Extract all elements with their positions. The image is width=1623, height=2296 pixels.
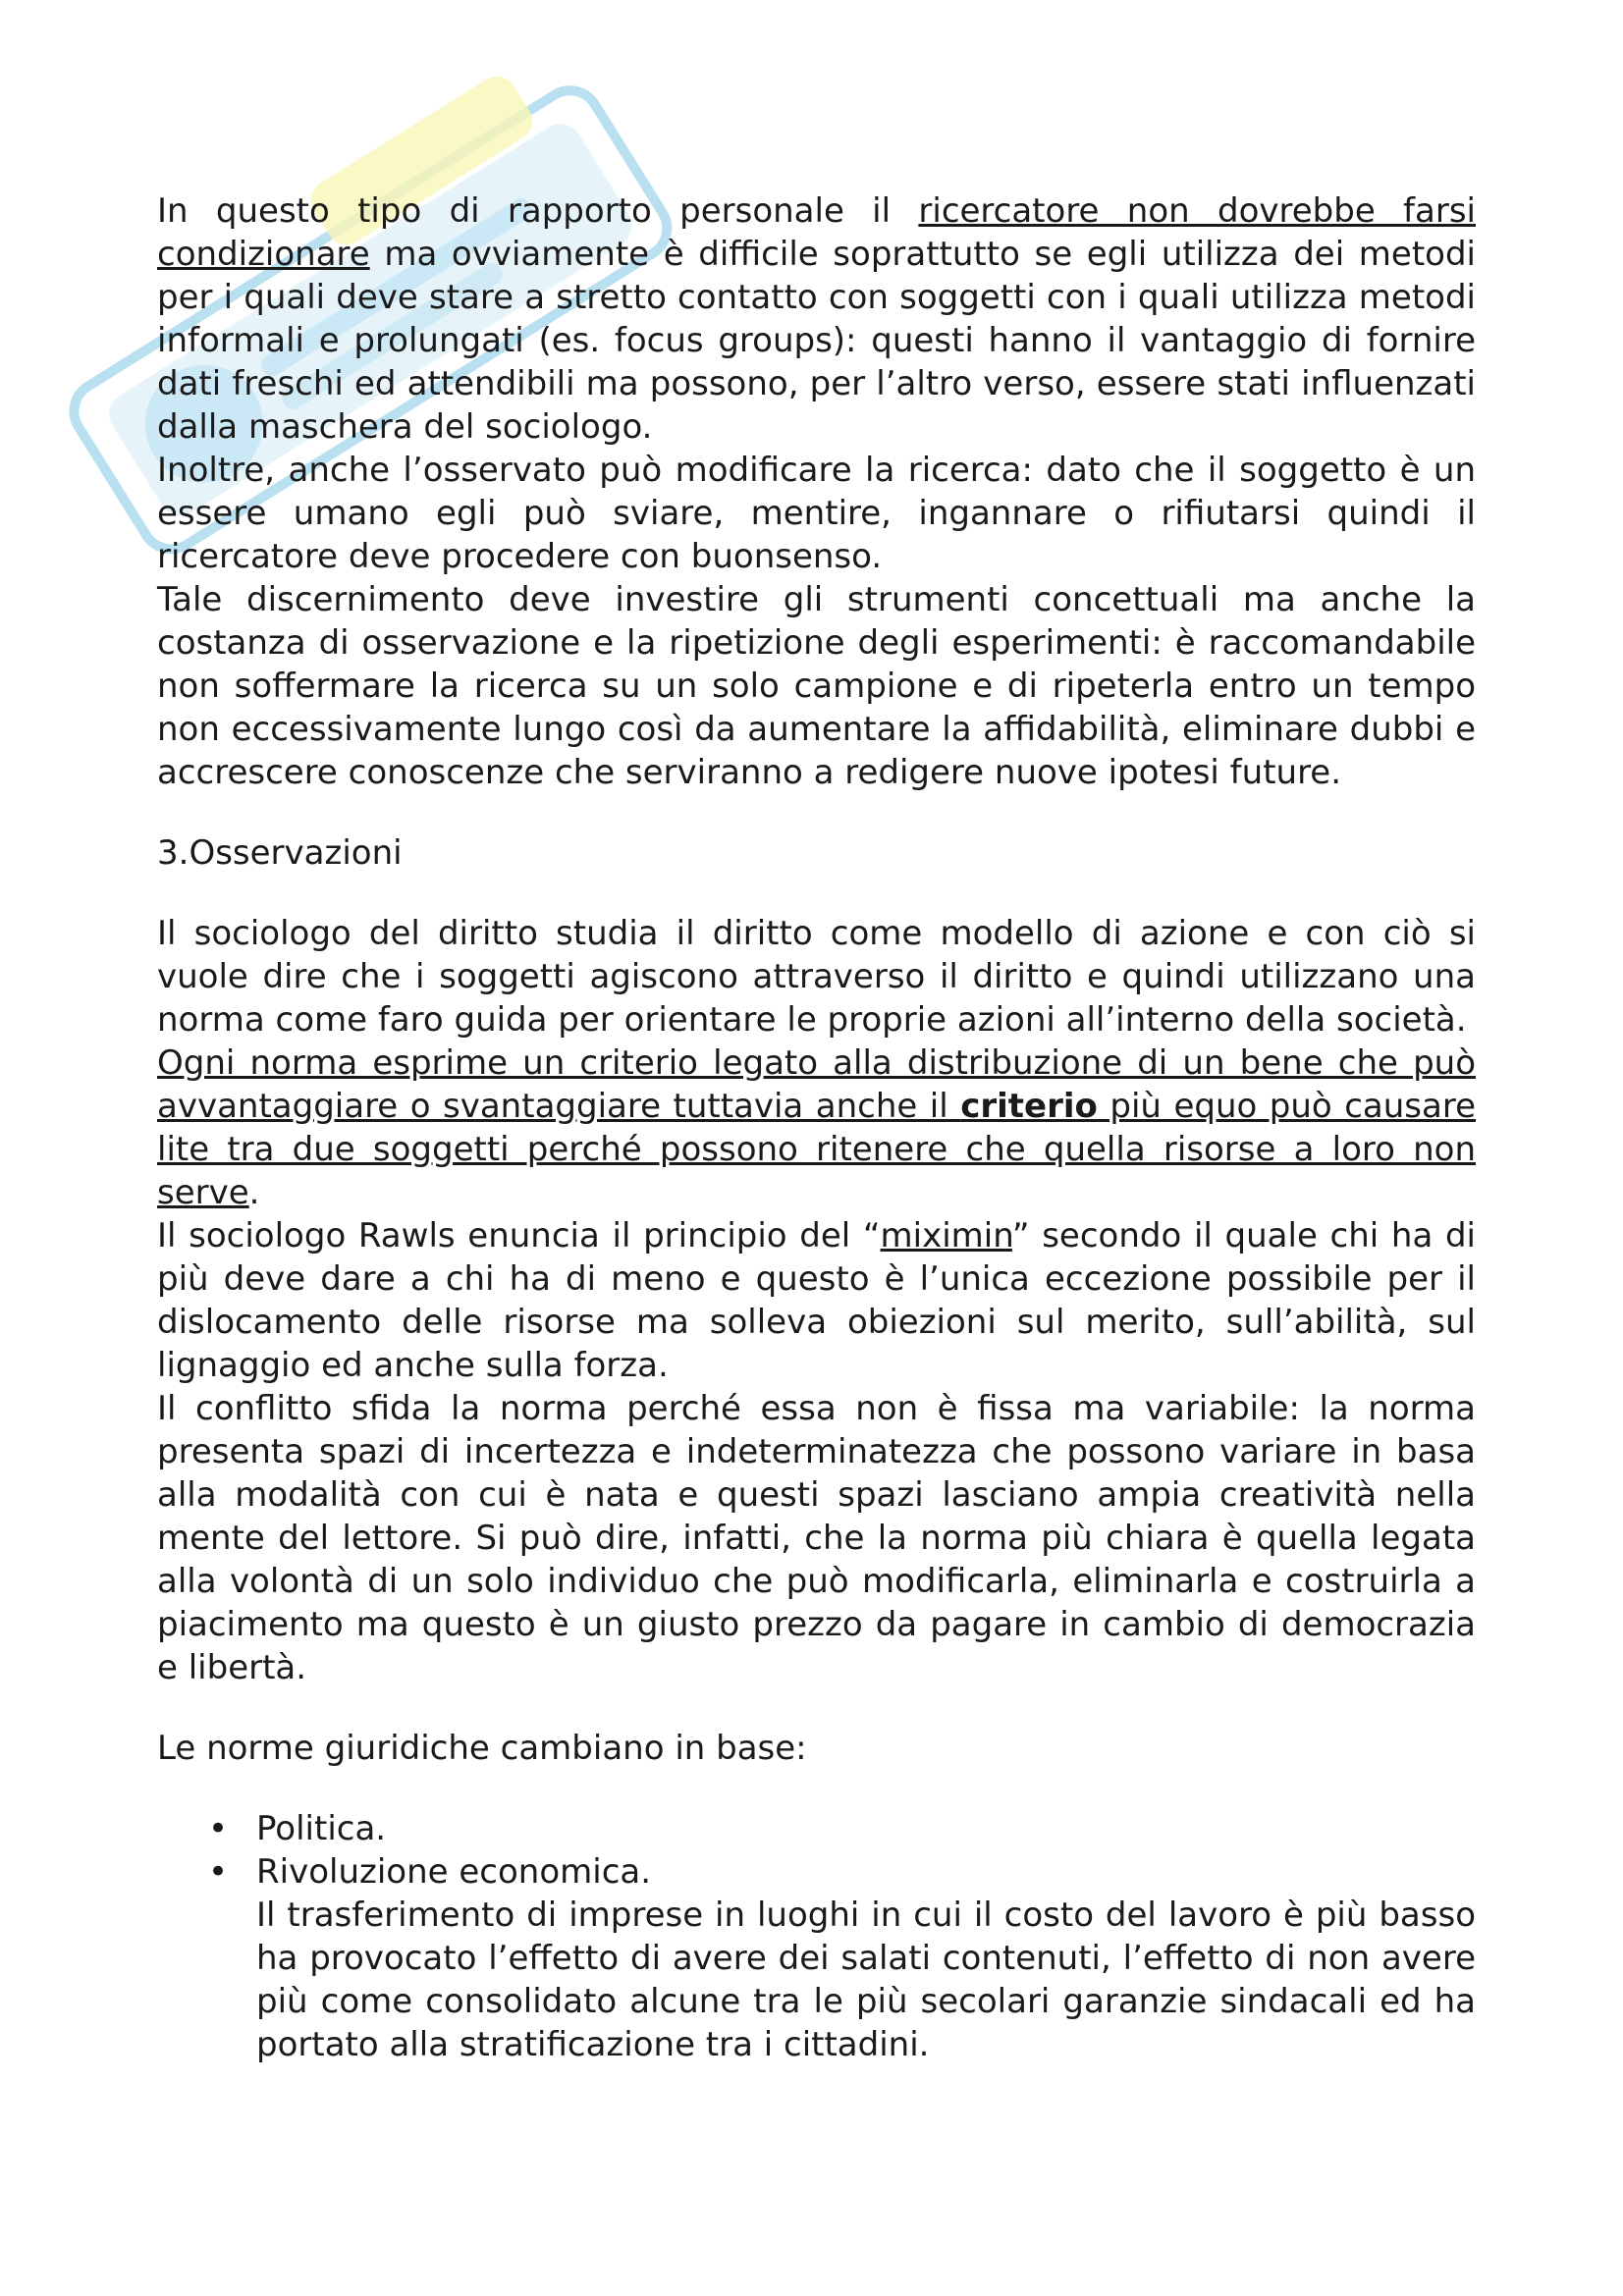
underlined-term: miximin <box>880 1216 1012 1255</box>
paragraph-2: Inoltre, anche l’osservato può modificare la ricerca: dato che il soggetto è un essere umano egli può sviare, mentire, ingannare o rifiutarsi quindi il ricercatore deve procedere con buonsenso. <box>157 451 1476 576</box>
paragraph-4: Il sociologo del diritto studia il diritto come modello di azione e con ciò si vuole dire che i soggetti agiscono attraverso il diritto e quindi utilizzano una norma come faro guida per orientare le proprie azioni all’interno della società. <box>157 914 1476 1040</box>
paragraph-7: Il conflitto sfida la norma perché essa non è fissa ma variabile: la norma presenta spazi di incertezza e indeterminatezza che possono variare in basa alla modalità con cui è nata e questi spazi lasciano ampia creatività nella mente del lettore. Si può dire, infatti, che la norma più chiara è quella legata alla volontà di un solo individuo che può modificarla, eliminarla e costruirla a piacimento ma questo è un giusto prezzo da pagare in cambio di democrazia e libertà. <box>157 1389 1476 1687</box>
paragraph-8: Le norme giuridiche cambiano in base: <box>157 1729 807 1768</box>
bullet-icon: • <box>208 1809 229 1848</box>
list-item: • Politica. <box>208 1809 387 1848</box>
bullet-list <box>157 1807 1476 2066</box>
underlined-phrase: ricercatore non dovrebbe farsi condizionare <box>157 191 1476 274</box>
bold-term: criterio <box>960 1087 1098 1126</box>
paragraph-3: Tale discernimento deve investire gli strumenti concettuali ma anche la costanza di osservazione e la ripetizione degli esperimenti: è raccomandabile non soffermare la ricerca su un solo campione e di ripeterla entro un tempo non eccessivamente lungo così da aumentare la affidabilità, eliminare dubbi e accrescere conoscenze che serviranno a redigere nuove ipotesi future. <box>157 580 1476 792</box>
list-item: • Rivoluzione economica. Il trasferimento di imprese in luoghi in cui il costo del lavoro è più basso ha provocato l’effetto di avere dei salati contenuti, l’effetto di non avere più come consolidato alcune tra le più secolari garanzie sindacali ed ha portato alla stratificazione tra i cittadini. <box>208 1852 1476 2064</box>
list-item-detail: Il trasferimento di imprese in luoghi in cui il costo del lavoro è più basso ha provocato l’effetto di avere dei salati contenuti, l’effetto di non avere più come consolidato alcune tra le più secolari garanzie sindacali ed ha portato alla stratificazione tra i cittadini. <box>256 1896 1476 2064</box>
paragraph-5: Ogni norma esprime un criterio legato alla distribuzione di un bene che può avvantaggiare o svantaggiare tuttavia anche il criterio più equo può causare lite tra due soggetti perché possono ritenere che quella risorse a loro non serve. <box>157 1043 1476 1212</box>
paragraph-1: In questo tipo di rapporto personale il ricercatore non dovrebbe farsi condizionare ma ovviamente è difficile soprattutto se egli utilizza dei metodi per i quali deve stare a stretto contatto con soggetti con i quali utilizza metodi informali e prolungati (es. focus groups): questi hanno il vantaggio di fornire dati freschi ed attendibili ma possono, per l’altro verso, essere stati influenzati dalla maschera del sociologo. <box>157 191 1476 447</box>
paragraph-6: Il sociologo Rawls enuncia il principio del “miximin” secondo il quale chi ha di più deve dare a chi ha di meno e questo è l’unica eccezione possibile per il dislocamento delle risorse ma solleva obiezioni sul merito, sull’abilità, sul lignaggio ed anche sulla forza. <box>157 1216 1477 1385</box>
document-body <box>157 189 1476 2066</box>
bullet-icon: • <box>208 1852 229 1892</box>
section-heading: 3.Osservazioni <box>157 833 403 873</box>
